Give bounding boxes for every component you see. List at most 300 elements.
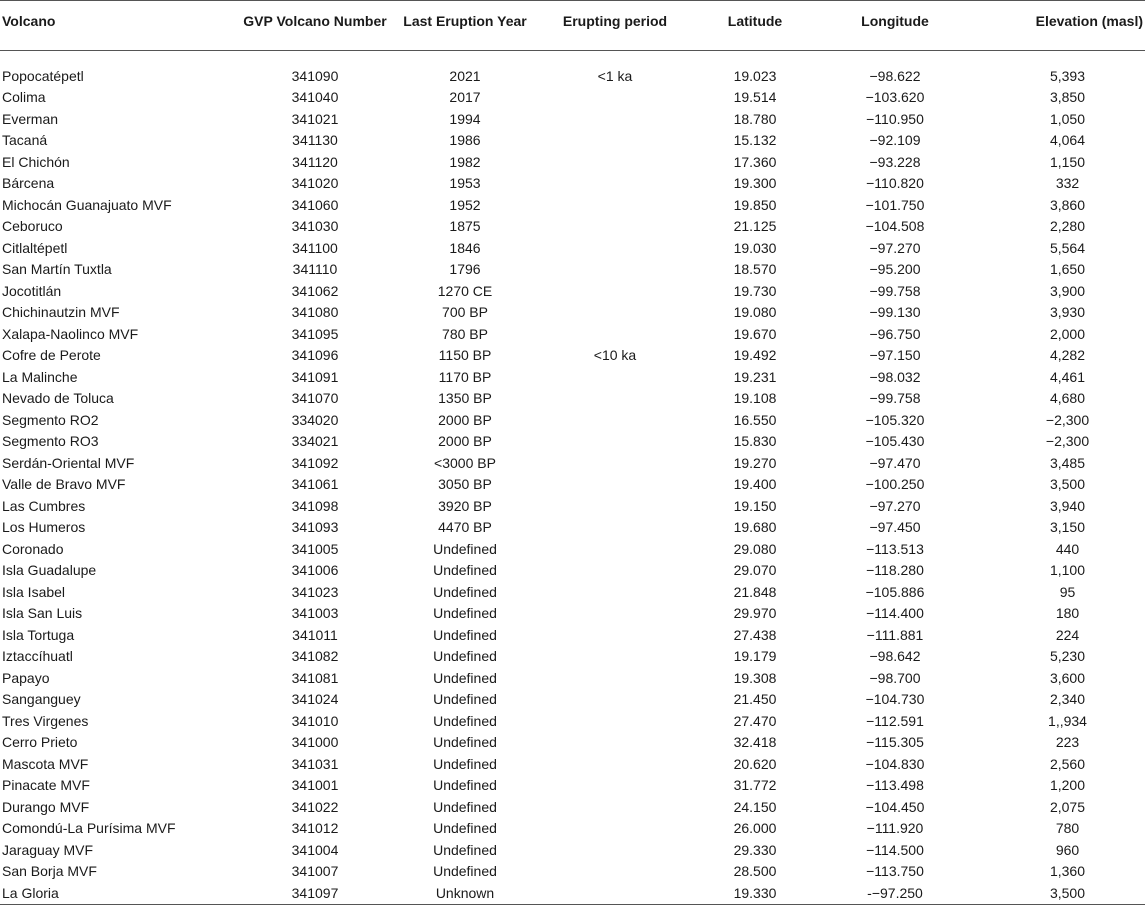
cell-erupting-period: [540, 538, 690, 560]
cell-volcano: Comondú-La Purísima MVF: [2, 820, 176, 837]
cell-longitude: −114.500: [866, 841, 924, 858]
cell-elevation: 2,000: [1049, 325, 1086, 342]
cell-last-eruption-year: Undefined: [433, 777, 497, 794]
cell-longitude: −103.620: [865, 89, 925, 106]
cell-gvp-number: 341022: [291, 798, 339, 815]
cell-volcano: El Chichón: [2, 153, 70, 170]
cell-volcano: Xalapa-Naolinco MVF: [2, 325, 139, 342]
cell-erupting-period: [540, 108, 690, 130]
cell-longitude: −115.305: [866, 734, 924, 751]
cell-latitude: 29.330: [733, 841, 777, 858]
table-row: [0, 151, 1145, 173]
cell-longitude: −118.280: [866, 562, 924, 579]
cell-latitude: 19.670: [733, 325, 777, 342]
table-row: [0, 495, 1145, 517]
cell-volcano: La Gloria: [0, 882, 240, 904]
cell-longitude: −110.820: [866, 175, 924, 192]
cell-last-eruption-year: Undefined: [433, 540, 497, 557]
cell-longitude: −98.622: [869, 67, 921, 84]
cell-elevation: 3,500: [1049, 476, 1086, 493]
table-header: [0, 1, 1145, 51]
cell-gvp-number: 341110: [292, 261, 338, 278]
cell-longitude: −112.591: [866, 712, 924, 729]
cell-gvp-number: 341021: [291, 110, 339, 127]
cell-longitude: −104.508: [865, 218, 925, 235]
cell-gvp-number: 341030: [291, 218, 339, 235]
cell-last-eruption-year: 700 BP: [442, 304, 488, 321]
cell-latitude: 19.492: [733, 347, 777, 364]
cell-longitude: −104.450: [865, 798, 925, 815]
cell-longitude: −111.920: [866, 820, 924, 837]
cell-longitude: -−97.250: [820, 882, 970, 904]
cell-last-eruption-year: <3000 BP: [434, 454, 496, 471]
table-row: [0, 560, 1145, 582]
table-row: [0, 775, 1145, 797]
cell-erupting-period: [540, 646, 690, 668]
cell-erupting-period: [540, 409, 690, 431]
cell-volcano: Isla San Luis: [2, 605, 83, 622]
cell-volcano: Isla Guadalupe: [2, 562, 97, 579]
cell-gvp-number: 341012: [291, 820, 339, 837]
cell-volcano: Pinacate MVF: [2, 777, 90, 794]
cell-elevation: 3,860: [1049, 196, 1086, 213]
cell-latitude: 15.132: [733, 132, 777, 149]
cell-elevation: 1,100: [1049, 562, 1086, 579]
cell-erupting-period: [540, 388, 690, 410]
cell-longitude: −114.400: [866, 605, 924, 622]
cell-volcano: Colima: [2, 89, 46, 106]
cell-elevation: 3,600: [1049, 669, 1086, 686]
cell-latitude: 27.438: [733, 626, 777, 643]
cell-last-eruption-year: Undefined: [433, 626, 497, 643]
cell-latitude: 29.080: [733, 540, 777, 557]
cell-elevation: 3,900: [1049, 282, 1086, 299]
table-row: [0, 603, 1145, 625]
cell-gvp-number: 341082: [291, 648, 339, 665]
cell-volcano: Los Humeros: [2, 519, 86, 536]
cell-last-eruption-year: 2000 BP: [438, 411, 492, 428]
cell-elevation: 1,,934: [1048, 712, 1087, 729]
cell-erupting-period: [540, 216, 690, 238]
cell-gvp-number: 341120: [292, 153, 338, 170]
cell-elevation: 3,485: [1049, 454, 1086, 471]
cell-last-eruption-year: 1952: [449, 196, 481, 213]
cell-longitude: −101.750: [865, 196, 925, 213]
cell-latitude: 16.550: [733, 411, 777, 428]
cell-gvp-number: 341061: [291, 476, 339, 493]
table-row: [0, 839, 1145, 861]
table-row: [0, 108, 1145, 130]
table-row: [0, 474, 1145, 496]
cell-volcano: Isla Tortuga: [2, 626, 75, 643]
cell-elevation: 4,461: [1049, 368, 1086, 385]
cell-erupting-period: <10 ka: [593, 347, 637, 364]
cell-erupting-period: [540, 87, 690, 109]
cell-last-eruption-year: 1846: [449, 239, 481, 256]
cell-latitude: 24.150: [733, 798, 777, 815]
table-row: [0, 861, 1145, 883]
cell-volcano: Valle de Bravo MVF: [2, 476, 126, 493]
cell-longitude: −97.270: [869, 239, 921, 256]
cell-gvp-number: 341090: [291, 67, 339, 84]
cell-gvp-number: 341092: [291, 454, 339, 471]
table-row: [0, 366, 1145, 388]
cell-last-eruption-year: 2000 BP: [438, 433, 492, 450]
cell-longitude: −98.032: [869, 368, 921, 385]
cell-latitude: 19.308: [733, 669, 777, 686]
cell-gvp-number: 341007: [291, 863, 339, 880]
cell-gvp-number: 341093: [291, 519, 339, 536]
cell-latitude: 21.848: [733, 583, 777, 600]
cell-elevation: −2,300: [1045, 433, 1090, 450]
cell-volcano: Isla Isabel: [2, 583, 66, 600]
cell-gvp-number: 341130: [292, 132, 338, 149]
column-header-last-eruption-year: Last Eruption Year: [390, 1, 540, 51]
cell-latitude: 19.330: [690, 882, 820, 904]
cell-volcano: Everman: [2, 110, 59, 127]
cell-elevation: 3,930: [1049, 304, 1086, 321]
cell-last-eruption-year: Undefined: [433, 583, 497, 600]
cell-erupting-period: [540, 624, 690, 646]
table-row: [0, 796, 1145, 818]
cell-last-eruption-year: Undefined: [433, 734, 497, 751]
cell-elevation: 223: [1055, 734, 1080, 751]
table-row: [0, 280, 1145, 302]
cell-erupting-period: [540, 667, 690, 689]
cell-elevation: 1,650: [1049, 261, 1086, 278]
cell-volcano: Nevado de Toluca: [2, 390, 114, 407]
table-row: [0, 452, 1145, 474]
cell-longitude: −105.886: [865, 583, 925, 600]
cell-volcano: Segmento RO2: [2, 411, 99, 428]
cell-last-eruption-year: 1986: [449, 132, 481, 149]
table-row: [0, 667, 1145, 689]
cell-longitude: −99.130: [869, 304, 921, 321]
cell-longitude: −113.498: [866, 777, 924, 794]
cell-last-eruption-year: 1150 BP: [438, 347, 492, 364]
cell-elevation: 4,680: [1049, 390, 1086, 407]
cell-volcano: Serdán-Oriental MVF: [2, 454, 135, 471]
cell-elevation: 2,560: [1049, 755, 1086, 772]
table-row: [0, 517, 1145, 539]
cell-latitude: 29.970: [733, 605, 777, 622]
cell-elevation: 4,282: [1049, 347, 1086, 364]
cell-latitude: 19.680: [733, 519, 777, 536]
cell-volcano: Cerro Prieto: [2, 734, 78, 751]
cell-gvp-number: 341098: [291, 497, 339, 514]
cell-last-eruption-year: Undefined: [433, 863, 497, 880]
cell-longitude: −100.250: [865, 476, 925, 493]
cell-latitude: 19.150: [733, 497, 777, 514]
table-row: [0, 130, 1145, 152]
cell-erupting-period: [540, 431, 690, 453]
cell-erupting-period: [540, 603, 690, 625]
cell-last-eruption-year: 4470 BP: [438, 519, 492, 536]
cell-last-eruption-year: Undefined: [433, 755, 497, 772]
cell-gvp-number: 341060: [291, 196, 339, 213]
cell-erupting-period: [540, 775, 690, 797]
cell-elevation: 224: [1055, 626, 1080, 643]
cell-gvp-number: 341003: [291, 605, 339, 622]
table-row: [0, 323, 1145, 345]
cell-elevation: 1,360: [1049, 863, 1086, 880]
cell-erupting-period: [540, 495, 690, 517]
cell-elevation: 3,850: [1049, 89, 1086, 106]
cell-latitude: 19.030: [733, 239, 777, 256]
cell-elevation: 780: [1055, 820, 1080, 837]
cell-elevation: 332: [1055, 175, 1080, 192]
cell-gvp-number: 334021: [291, 433, 339, 450]
cell-last-eruption-year: 1875: [449, 218, 481, 235]
cell-volcano: Tacaná: [2, 132, 48, 149]
cell-longitude: −104.730: [865, 691, 925, 708]
table-row: [0, 237, 1145, 259]
cell-erupting-period: [540, 818, 690, 840]
cell-latitude: 21.450: [733, 691, 777, 708]
table-body: [0, 51, 1145, 905]
cell-gvp-number: 341062: [291, 282, 339, 299]
cell-elevation: 1,150: [1049, 153, 1086, 170]
cell-elevation: −2,300: [1045, 411, 1090, 428]
cell-longitude: −104.830: [865, 755, 925, 772]
cell-last-eruption-year: Undefined: [433, 669, 497, 686]
cell-latitude: 15.830: [733, 433, 777, 450]
cell-erupting-period: [540, 323, 690, 345]
cell-gvp-number: 341001: [291, 777, 339, 794]
cell-erupting-period: [540, 130, 690, 152]
cell-gvp-number: 341031: [291, 755, 339, 772]
cell-erupting-period: [540, 882, 690, 904]
cell-volcano: San Borja MVF: [2, 863, 97, 880]
table-row: [0, 818, 1145, 840]
cell-last-eruption-year: 1270 CE: [437, 282, 493, 299]
header-spacer: [0, 51, 1145, 66]
cell-last-eruption-year: 1994: [449, 110, 481, 127]
table-row: [0, 710, 1145, 732]
cell-longitude: −99.758: [869, 282, 921, 299]
cell-latitude: 27.470: [733, 712, 777, 729]
table-row: [0, 173, 1145, 195]
column-header-gvp-number: GVP Volcano Number: [240, 1, 390, 51]
cell-erupting-period: [540, 302, 690, 324]
cell-gvp-number: 341010: [291, 712, 339, 729]
cell-gvp-number: 341011: [292, 626, 338, 643]
cell-erupting-period: [540, 581, 690, 603]
cell-latitude: 19.023: [733, 67, 777, 84]
cell-longitude: −105.430: [865, 433, 925, 450]
cell-elevation: 180: [1055, 605, 1080, 622]
cell-volcano: Michocán Guanajuato MVF: [2, 196, 172, 213]
cell-latitude: 19.270: [733, 454, 777, 471]
table-row: [0, 753, 1145, 775]
column-header-volcano: Volcano: [0, 1, 240, 51]
cell-latitude: 21.125: [733, 218, 777, 235]
cell-volcano: Papayo: [2, 669, 50, 686]
cell-gvp-number: 341006: [291, 562, 339, 579]
cell-erupting-period: [540, 366, 690, 388]
cell-volcano: Coronado: [2, 540, 64, 557]
table-row: [0, 194, 1145, 216]
cell-latitude: 20.620: [733, 755, 777, 772]
cell-erupting-period: [540, 452, 690, 474]
cell-elevation: 5,564: [1049, 239, 1086, 256]
cell-gvp-number: 341020: [291, 175, 339, 192]
cell-longitude: −93.228: [869, 153, 921, 170]
cell-gvp-number: 341040: [291, 89, 339, 106]
cell-last-eruption-year: Undefined: [433, 841, 497, 858]
cell-volcano: Ceboruco: [2, 218, 63, 235]
cell-gvp-number: 341091: [291, 368, 339, 385]
cell-longitude: −98.700: [869, 669, 921, 686]
cell-last-eruption-year: 1953: [449, 175, 481, 192]
cell-volcano: Iztaccíhuatl: [2, 648, 73, 665]
cell-last-eruption-year: 2017: [449, 89, 481, 106]
cell-gvp-number: 341024: [291, 691, 339, 708]
cell-erupting-period: [540, 560, 690, 582]
cell-latitude: 26.000: [733, 820, 777, 837]
cell-volcano: Jocotitlán: [2, 282, 62, 299]
cell-latitude: 19.108: [733, 390, 777, 407]
cell-volcano: Tres Virgenes: [2, 712, 89, 729]
cell-last-eruption-year: 1982: [449, 153, 481, 170]
cell-last-eruption-year: Undefined: [433, 605, 497, 622]
cell-last-eruption-year: 1796: [449, 261, 481, 278]
cell-elevation: 3,150: [1049, 519, 1086, 536]
cell-elevation: 960: [1055, 841, 1080, 858]
table-row: [0, 646, 1145, 668]
cell-volcano: Citlaltépetl: [2, 239, 68, 256]
cell-elevation: 2,075: [1049, 798, 1086, 815]
cell-latitude: 19.400: [733, 476, 777, 493]
cell-erupting-period: [540, 259, 690, 281]
cell-last-eruption-year: Undefined: [433, 798, 497, 815]
cell-gvp-number: 341095: [291, 325, 339, 342]
cell-gvp-number: 341080: [291, 304, 339, 321]
cell-erupting-period: [540, 753, 690, 775]
table-row: [0, 388, 1145, 410]
cell-gvp-number: 341081: [291, 669, 339, 686]
table-row: [0, 259, 1145, 281]
cell-gvp-number: 341097: [240, 882, 390, 904]
cell-volcano: San Martín Tuxtla: [2, 261, 112, 278]
cell-volcano: Bárcena: [2, 175, 55, 192]
cell-last-eruption-year: Undefined: [433, 820, 497, 837]
cell-erupting-period: [540, 517, 690, 539]
cell-erupting-period: [540, 151, 690, 173]
cell-erupting-period: [540, 796, 690, 818]
cell-latitude: 19.080: [733, 304, 777, 321]
cell-longitude: −95.200: [869, 261, 921, 278]
table-row: [0, 882, 1145, 904]
cell-volcano: Popocatépetl: [2, 67, 84, 84]
cell-elevation: 1,050: [1049, 110, 1086, 127]
cell-erupting-period: [540, 839, 690, 861]
table-row: [0, 581, 1145, 603]
cell-latitude: 19.850: [733, 196, 777, 213]
cell-longitude: −110.950: [866, 110, 924, 127]
cell-elevation: 5,230: [1049, 648, 1086, 665]
table-row: [0, 538, 1145, 560]
cell-latitude: 19.514: [733, 89, 777, 106]
cell-last-eruption-year: 780 BP: [442, 325, 488, 342]
cell-longitude: −105.320: [865, 411, 925, 428]
cell-longitude: −92.109: [869, 132, 921, 149]
cell-latitude: 28.500: [733, 863, 777, 880]
table-row: [0, 689, 1145, 711]
cell-gvp-number: 341070: [291, 390, 339, 407]
cell-latitude: 19.179: [733, 648, 777, 665]
cell-erupting-period: [540, 689, 690, 711]
cell-last-eruption-year: 2021: [449, 67, 481, 84]
cell-last-eruption-year: Undefined: [433, 648, 497, 665]
cell-erupting-period: [540, 861, 690, 883]
cell-latitude: 19.730: [733, 282, 777, 299]
cell-latitude: 18.570: [733, 261, 777, 278]
cell-volcano: Chichinautzin MVF: [2, 304, 120, 321]
cell-last-eruption-year: 1170 BP: [438, 368, 492, 385]
cell-gvp-number: 341000: [291, 734, 339, 751]
cell-longitude: −97.270: [869, 497, 921, 514]
cell-last-eruption-year: Undefined: [433, 712, 497, 729]
cell-last-eruption-year: 1350 BP: [438, 390, 492, 407]
cell-volcano: Las Cumbres: [2, 497, 86, 514]
cell-erupting-period: [540, 173, 690, 195]
cell-volcano: Durango MVF: [2, 798, 90, 815]
column-header-elevation: Elevation (masl): [970, 1, 1145, 51]
cell-elevation: 3,940: [1049, 497, 1086, 514]
cell-latitude: 19.300: [733, 175, 777, 192]
table-row: [0, 431, 1145, 453]
cell-longitude: −97.450: [869, 519, 921, 536]
cell-erupting-period: [540, 237, 690, 259]
cell-elevation: 2,340: [1049, 691, 1086, 708]
cell-longitude: −96.750: [869, 325, 921, 342]
cell-last-eruption-year: 3050 BP: [438, 476, 492, 493]
cell-last-eruption-year: 3920 BP: [438, 497, 492, 514]
cell-volcano: Sanganguey: [2, 691, 81, 708]
table-row: [0, 302, 1145, 324]
cell-elevation: 3,500: [970, 882, 1145, 904]
cell-gvp-number: 341005: [291, 540, 339, 557]
table-row: [0, 732, 1145, 754]
cell-longitude: −97.150: [869, 347, 921, 364]
table-row: [0, 216, 1145, 238]
cell-longitude: −111.881: [866, 626, 924, 643]
cell-elevation: 95: [1059, 583, 1076, 600]
cell-erupting-period: [540, 732, 690, 754]
header-row: [0, 1, 1145, 51]
cell-latitude: 19.231: [733, 368, 777, 385]
cell-volcano: Mascota MVF: [2, 755, 89, 772]
cell-gvp-number: 341023: [291, 583, 339, 600]
cell-elevation: 440: [1055, 540, 1080, 557]
table-row: [0, 65, 1145, 87]
cell-volcano: Cofre de Perote: [2, 347, 101, 364]
cell-erupting-period: <1 ka: [597, 67, 633, 84]
cell-volcano: Segmento RO3: [2, 433, 99, 450]
cell-gvp-number: 341100: [292, 239, 338, 256]
column-header-erupting-period: Erupting period: [540, 1, 690, 51]
cell-gvp-number: 334020: [291, 411, 339, 428]
column-header-latitude: Latitude: [690, 1, 820, 51]
cell-longitude: −99.758: [869, 390, 921, 407]
cell-erupting-period: [540, 194, 690, 216]
cell-longitude: −113.513: [866, 540, 924, 557]
cell-volcano: La Malinche: [2, 368, 78, 385]
cell-volcano: Jaraguay MVF: [2, 841, 94, 858]
cell-erupting-period: [540, 474, 690, 496]
cell-latitude: 18.780: [733, 110, 777, 127]
